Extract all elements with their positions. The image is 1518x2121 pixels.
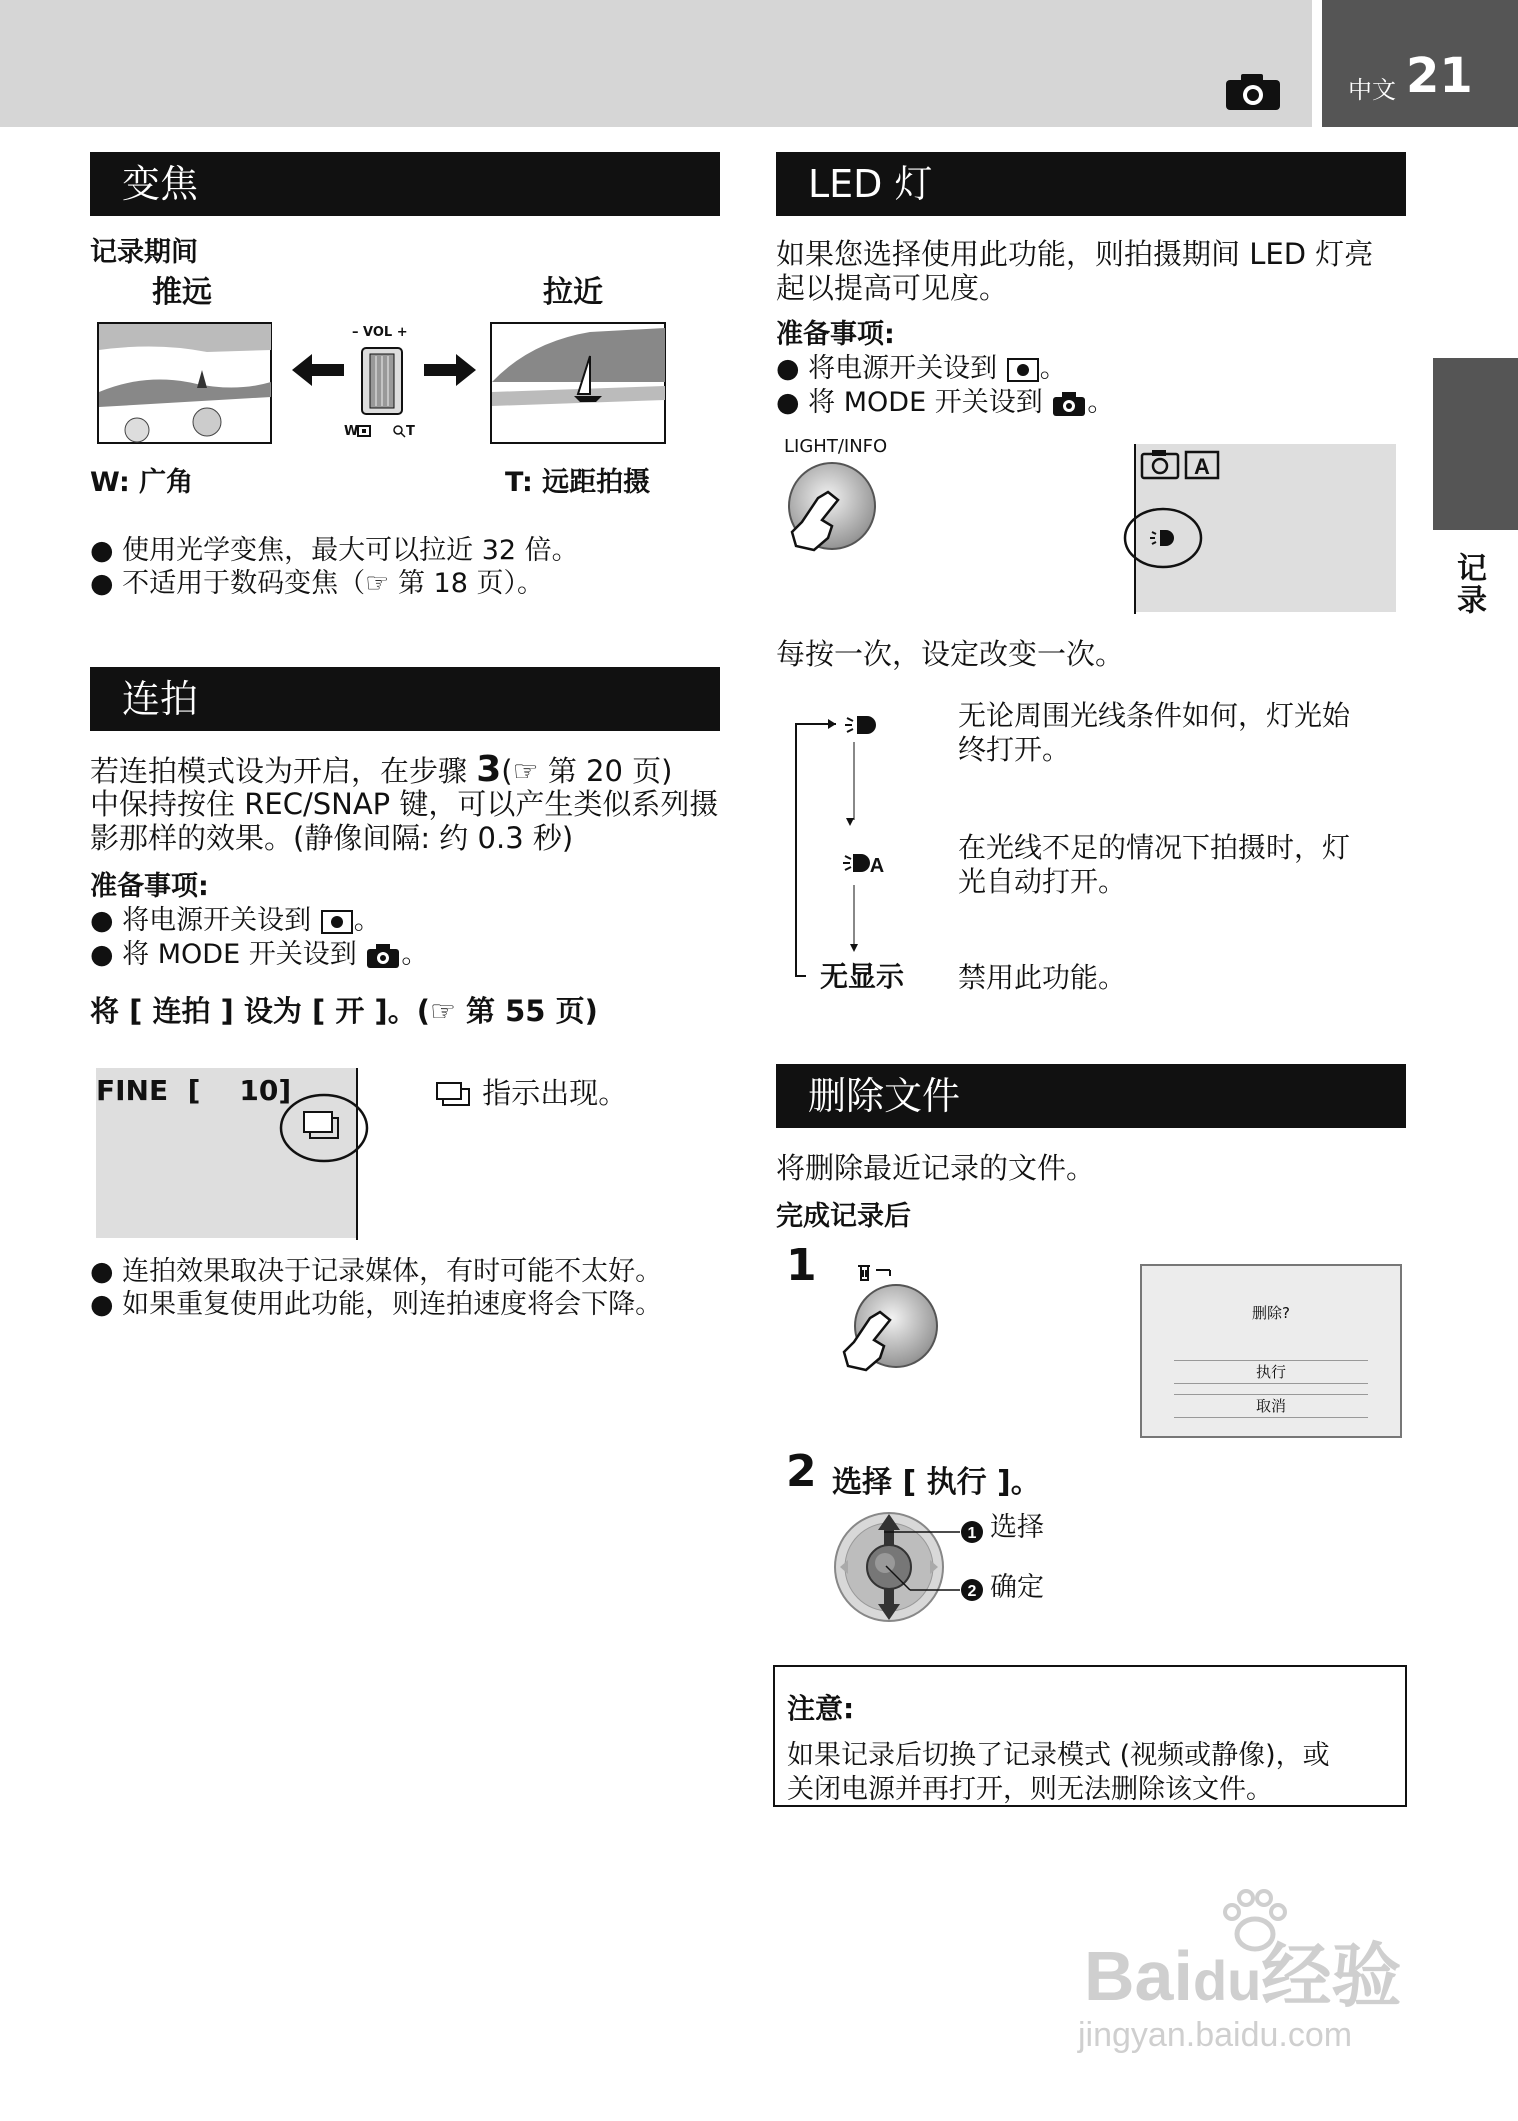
led-on-icon <box>845 712 881 738</box>
power-record-icon <box>1006 357 1040 383</box>
step-1-number: 1 <box>786 1240 817 1291</box>
zoom-lever <box>360 346 404 416</box>
list-item: ● 如果重复使用此功能，则连拍速度将会下降。 <box>90 1289 663 1320</box>
delete-dialog <box>1140 1264 1402 1438</box>
led-paragraph-line-2: 起以提高可见度。 <box>776 271 1009 305</box>
wide-view-illustration <box>97 322 272 444</box>
burst-prep-title: 准备事项: <box>90 871 209 902</box>
camera-icon <box>1051 391 1087 417</box>
burst-prep-1: 将电源开关设到 <box>122 905 312 936</box>
svg-text:A: A <box>1194 454 1210 479</box>
zoom-section-title: 变焦 <box>90 152 720 216</box>
list-item: ● 将 MODE 开关设到 。 <box>776 387 1115 418</box>
power-record-icon <box>320 909 354 935</box>
note-line-1: 如果记录后切换了记录模式 (视频或静像)，或 <box>787 1740 1330 1771</box>
led-press-text: 每按一次，设定改变一次。 <box>776 637 1125 671</box>
pressing-finger-icon <box>788 486 858 556</box>
burst-section-title: 连拍 <box>90 667 720 731</box>
zoom-bullet-1: 使用光学变焦，最大可以拉近 32 倍。 <box>122 535 579 566</box>
svg-text:2: 2 <box>967 1583 977 1600</box>
vol-label: – VOL + <box>352 325 408 340</box>
led-auto-icon <box>843 850 887 876</box>
paw-icon <box>1216 1888 1294 1954</box>
side-tab-label: 记录 <box>1451 552 1486 616</box>
list-item: ● 使用光学变焦，最大可以拉近 32 倍。 <box>90 535 579 566</box>
pressing-finger-icon <box>840 1306 910 1376</box>
burst-instruction: 将 [ 连拍 ] 设为 [ 开 ]。(☞ 第 55 页) <box>90 994 598 1028</box>
svg-text:A: A <box>869 855 885 876</box>
zoom-out-label: 推远 <box>152 275 212 310</box>
burst-paragraph-line-3: 影那样的效果。(静像间隔: 约 0.3 秒) <box>90 821 574 855</box>
top-bar <box>0 0 1312 127</box>
zoom-t-label: T <box>406 424 415 439</box>
led-option-off-desc: 禁用此功能。 <box>958 961 1127 994</box>
list-item: ● 连拍效果取决于记录媒体，有时可能不太好。 <box>90 1256 663 1287</box>
list-item: ● 不适用于数码变焦（☞ 第 18 页）。 <box>90 568 544 599</box>
burst-mode-icon <box>435 1081 473 1109</box>
indicator-text: 指示出现。 <box>482 1076 628 1110</box>
tele-view-illustration <box>490 322 666 444</box>
light-info-label: LIGHT/INFO <box>784 436 888 457</box>
t-caption: T: 远距拍摄 <box>505 467 651 498</box>
burst-para-1a: 若连拍模式设为开启，在步骤 <box>90 754 468 788</box>
led-section-title: LED 灯 <box>776 152 1406 216</box>
magnify-icon <box>392 424 406 438</box>
arrow-left-icon <box>290 352 346 388</box>
dialog-execute-button[interactable]: 执行 <box>1174 1360 1368 1384</box>
burst-indicator-highlight <box>278 1092 370 1164</box>
led-prep-2: 将 MODE 开关设到 <box>808 387 1043 418</box>
camera-icon <box>1224 72 1282 112</box>
list-item: ● 将 MODE 开关设到 。 <box>90 939 429 970</box>
zoom-w-label: W <box>344 424 359 439</box>
led-paragraph-line-1: 如果您选择使用此功能，则拍摄期间 LED 灯亮 <box>776 237 1374 271</box>
camera-icon <box>365 943 401 969</box>
led-option-on-desc-1: 无论周围光线条件如何，灯光始 <box>958 699 1351 732</box>
led-cycle-diagram <box>790 700 860 980</box>
camera-auto-mode-icon <box>1140 448 1224 482</box>
dialog-title: 删除? <box>1252 1304 1290 1322</box>
svg-text:1: 1 <box>967 1525 977 1542</box>
marker-1-icon <box>960 1520 984 1544</box>
step-2-number: 2 <box>786 1446 817 1497</box>
delete-intro: 将删除最近记录的文件。 <box>776 1151 1096 1185</box>
note-line-2: 关闭电源并再打开，则无法删除该文件。 <box>787 1774 1273 1805</box>
led-off-label: 无显示 <box>820 960 905 993</box>
burst-prep-2: 将 MODE 开关设到 <box>122 939 357 970</box>
led-prep-title: 准备事项: <box>776 319 895 350</box>
note-title: 注意: <box>787 1692 855 1725</box>
burst-paragraph-line-1 <box>90 749 673 790</box>
led-option-auto-desc-1: 在光线不足的情况下拍摄时，灯 <box>958 831 1351 864</box>
select-label: 选择 <box>990 1512 1044 1543</box>
delete-after-label: 完成记录后 <box>776 1201 911 1232</box>
burst-paragraph-line-2: 中保持按住 REC/SNAP 键，可以产生类似系列摄 <box>90 787 719 821</box>
led-prep-1: 将电源开关设到 <box>808 353 998 384</box>
dialog-cancel-button[interactable]: 取消 <box>1174 1394 1368 1418</box>
page-tab <box>1322 0 1518 127</box>
zoom-bullet-2: 不适用于数码变焦（☞ 第 18 页）。 <box>122 568 544 599</box>
list-item: ● 将电源开关设到 。 <box>776 353 1067 384</box>
confirm-label: 确定 <box>990 1572 1044 1603</box>
watermark-brand-3: 经验 <box>1261 1937 1402 2015</box>
burst-indicator-note <box>435 1075 627 1111</box>
zoom-in-label: 拉近 <box>543 275 603 310</box>
burst-bullet-2: 如果重复使用此功能，则连拍速度将会下降。 <box>122 1289 663 1320</box>
wide-icon <box>357 425 371 437</box>
watermark-brand-2: du <box>1192 1949 1262 2012</box>
marker-2-icon <box>960 1578 984 1602</box>
led-option-on-desc-2: 终打开。 <box>958 733 1071 766</box>
step-number: 3 <box>476 749 502 790</box>
watermark-url: jingyan.baidu.com <box>1078 2016 1353 2054</box>
note-box <box>773 1665 1407 1807</box>
watermark-brand: Bai <box>1084 1937 1193 2015</box>
burst-para-1b: (☞ 第 20 页) <box>501 754 673 788</box>
language-label: 中文 <box>1348 76 1396 104</box>
side-tab <box>1433 358 1518 530</box>
page-number: 21 <box>1406 48 1473 104</box>
trash-icon <box>856 1262 892 1282</box>
arrow-right-icon <box>422 352 478 388</box>
list-item: ● 将电源开关设到 。 <box>90 905 381 936</box>
zoom-recording-label: 记录期间 <box>90 237 198 268</box>
callout-lines <box>880 1516 960 1616</box>
step-2-text: 选择 [ 执行 ]。 <box>832 1465 1041 1500</box>
led-indicator-highlight <box>1122 506 1204 570</box>
w-caption: W: 广角 <box>90 467 194 498</box>
delete-section-title: 删除文件 <box>776 1064 1406 1128</box>
burst-bullet-1: 连拍效果取决于记录媒体，有时可能不太好。 <box>122 1256 663 1287</box>
lcd-status-text: FINE [ 10] <box>96 1074 292 1107</box>
led-option-auto-desc-2: 光自动打开。 <box>958 865 1127 898</box>
